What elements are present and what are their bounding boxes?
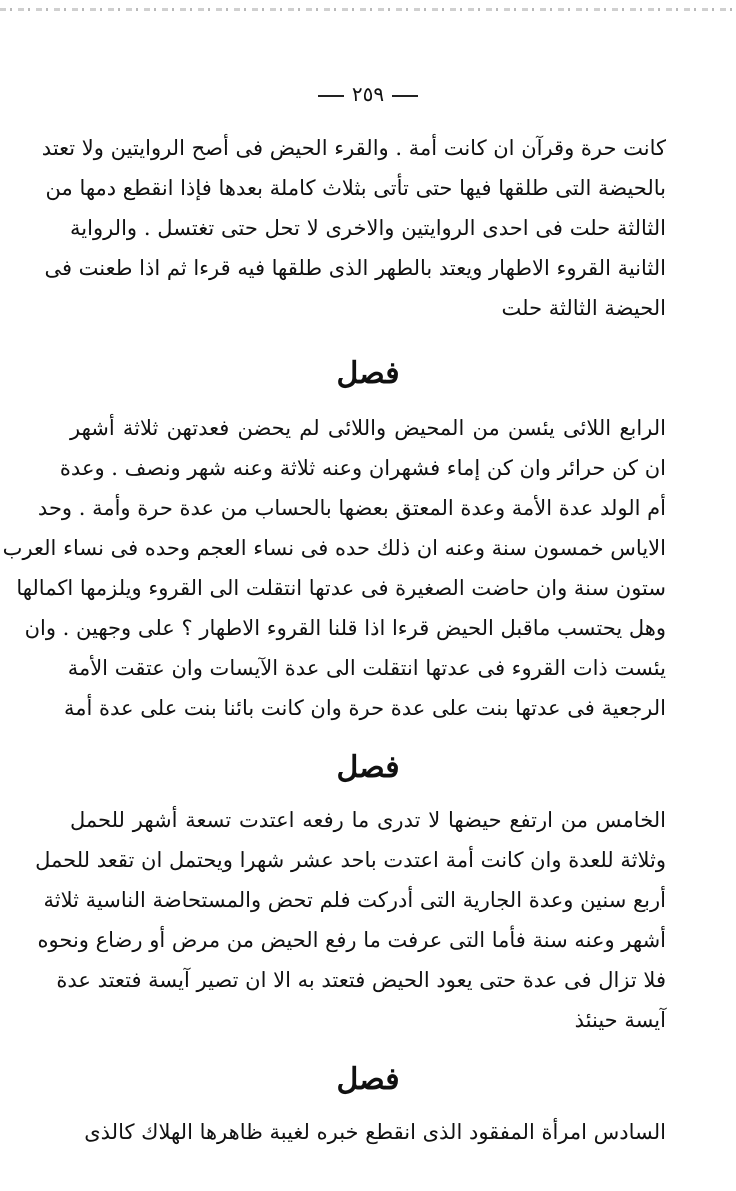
text-line: الثالثة حلت فى احدى الروايتين والاخرى لا تحل حتى تغتسل . والرواية [70, 216, 666, 240]
text-line: أم الولد عدة الأمة وعدة المعتق بعضها بالحساب من عدة حرة وأمة . وحد [37, 496, 666, 520]
text-line: يئست ذات القروء فى عدتها انتقلت الى عدة الآيسات وان عتقت الأمة [67, 656, 666, 680]
text-line: وهل يحتسب ماقبل الحيض قرءا اذا قلنا القروء الاطهار ؟ على وجهين . وان [24, 616, 666, 640]
page-number-dash-left [392, 95, 418, 97]
text-line: فلا تزال فى عدة حتى يعود الحيض فتعتد به الا ان تصير آيسة فتعتد عدة [56, 968, 666, 992]
section-heading: فصل [336, 356, 400, 391]
text-line: الرابع اللائى يئسن من المحيض واللائى لم يحضن فعدتهن ثلاثة أشهر [70, 416, 666, 440]
page-number [0, 82, 736, 106]
text-line: وثلاثة للعدة وان كانت أمة اعتدت باحد عشر شهرا ويحتمل ان تقعد للحمل [35, 848, 666, 872]
text-line: أربع سنين وعدة الجارية التى أدركت فلم تحض والمستحاضة الناسية ثلاثة [43, 888, 666, 912]
page-number-dash-right [318, 95, 344, 97]
page-number-text: ٢٥٩ [351, 82, 385, 106]
text-line: ستون سنة وان حاضت الصغيرة فى عدتها انتقلت الى القروء ويلزمها اكمالها [16, 576, 666, 600]
text-line: ان كن حرائر وان كن إماء فشهران وعنه ثلاثة وعنه شهر ونصف . وعدة [59, 456, 666, 480]
text-line: آيسة حينئذ [574, 1008, 666, 1032]
top-scan-rule [0, 8, 736, 11]
section-heading: فصل [336, 1062, 400, 1097]
text-line: الحيضة الثالثة حلت [501, 296, 666, 320]
text-line: أشهر وعنه سنة فأما التى عرفت ما رفع الحيض من مرض أو رضاع ونحوه [37, 928, 666, 952]
text-line: السادس امرأة المفقود الذى انقطع خبره لغيبة ظاهرها الهلاك كالذى [84, 1120, 666, 1144]
text-line: كانت حرة وقرآن ان كانت أمة . والقرء الحيض فى أصح الروايتين ولا تعتد [41, 136, 666, 160]
section-body-fourth [2, 408, 666, 728]
section-body-fifth [35, 800, 666, 1040]
text-line: الخامس من ارتفع حيضها لا تدرى ما رفعه اعتدت تسعة أشهر للحمل [70, 808, 666, 832]
text-line: الثانية القروء الاطهار ويعتد بالطهر الذى طلقها فيه قرءا ثم اذا طعنت فى [44, 256, 666, 280]
paragraph-continuation [41, 128, 666, 328]
section-body-sixth [70, 1112, 666, 1152]
text-line: الاياس خمسون سنة وعنه ان ذلك حده فى نساء العجم وحده فى نساء العرب [2, 536, 666, 560]
section-heading: فصل [336, 750, 400, 785]
text-line: الرجعية فى عدتها بنت على عدة حرة وان كانت بائنا بنت على عدة أمة [63, 696, 666, 720]
text-line: بالحيضة التى طلقها فيها حتى تأتى بثلاث كاملة بعدها فإذا انقطع دمها من [45, 176, 666, 200]
